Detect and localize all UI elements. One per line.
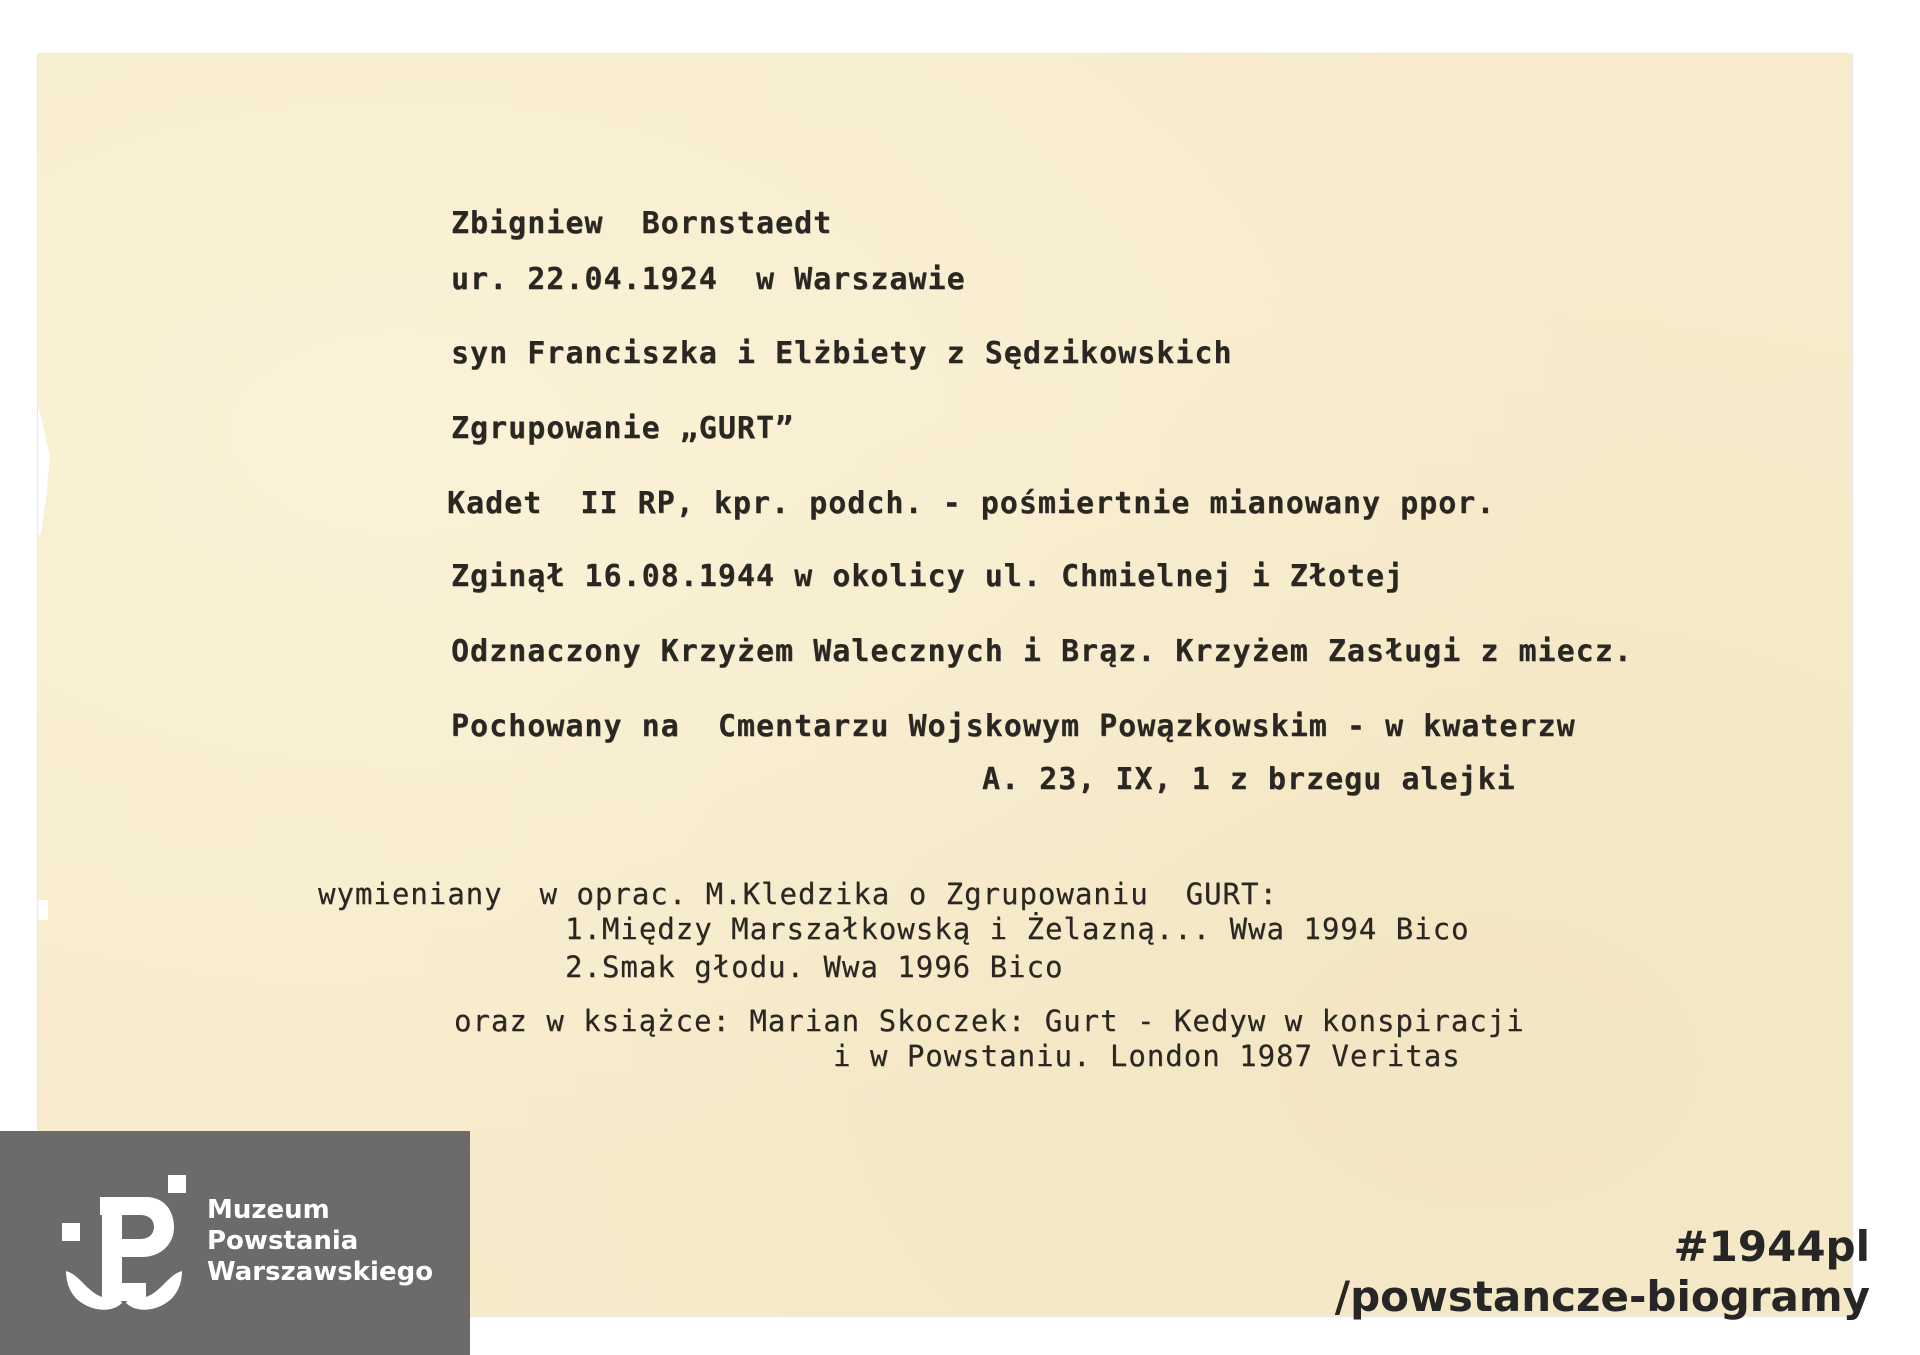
line-book: oraz w książce: Marian Skoczek: Gurt - Kedyw w konspiracji <box>454 1004 1525 1038</box>
line-decorations: Odznaczony Krzyżem Walecznych i Brąz. Krzyżem Zasługi z miecz. <box>451 634 1633 669</box>
line-unit: Zgrupowanie „GURT” <box>451 411 795 446</box>
museum-name-line: Muzeum <box>207 1195 330 1225</box>
line-rank: Kadet II RP, kpr. podch. - pośmiertnie mianowany ppor. <box>447 486 1496 521</box>
line-reference-1: 1.Między Marszałkowską i Żelazną... Wwa 1994 Bico <box>565 912 1470 946</box>
hashtag-path: /powstancze-biogramy <box>1334 1272 1870 1321</box>
line-burial: Pochowany na Cmentarzu Wojskowym Powązkowskim - w kwaterzw <box>451 709 1576 744</box>
museum-name-line: Powstania <box>207 1226 359 1256</box>
line-parents: syn Franciszka i Elżbiety z Sędzikowskich <box>451 336 1233 371</box>
line-birth: ur. 22.04.1924 w Warszawie <box>451 262 966 297</box>
line-mentioned: wymieniany w oprac. M.Kledzika o Zgrupowaniu GURT: <box>318 877 1278 911</box>
museum-name <box>207 1195 433 1288</box>
line-reference-2: 2.Smak głodu. Wwa 1996 Bico <box>565 950 1064 984</box>
line-name: Zbigniew Bornstaedt <box>451 206 833 241</box>
torn-edge-notch <box>38 900 48 920</box>
museum-logo-panel <box>0 1131 470 1355</box>
line-burial-location: A. 23, IX, 1 z brzegu alejki <box>982 762 1516 797</box>
kotwica-anchor-icon <box>62 1175 186 1315</box>
typewritten-sheet <box>38 54 1852 1316</box>
line-book-continued: i w Powstaniu. London 1987 Veritas <box>833 1039 1461 1073</box>
museum-name-line: Warszawskiego <box>207 1257 434 1287</box>
hashtag-caption <box>1335 1222 1870 1322</box>
hashtag-line: #1944pl <box>1673 1222 1870 1271</box>
line-death: Zginął 16.08.1944 w okolicy ul. Chmielnej i Złotej <box>451 559 1405 594</box>
